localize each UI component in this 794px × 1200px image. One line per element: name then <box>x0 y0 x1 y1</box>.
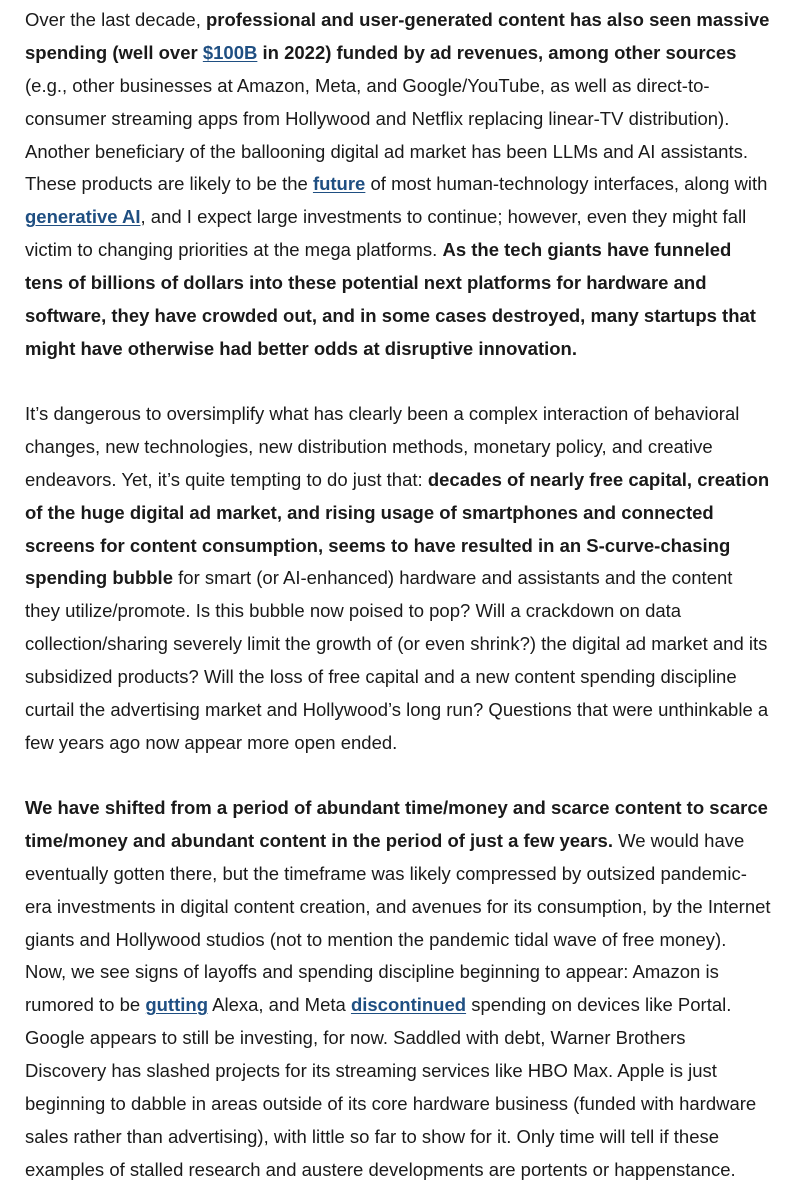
body-text: Over the last decade, <box>25 9 206 30</box>
body-text: sales rather than advertising), with little so far to show for it. Only time will tell if these <box>25 1125 720 1147</box>
text-line <box>25 398 769 431</box>
bold-text: of the huge digital ad market, and rising usage of smartphones and connected <box>25 501 714 523</box>
body-text: giants and Hollywood studios (not to mention the pandemic tidal wave of free money). <box>25 928 727 950</box>
text-line <box>25 628 769 661</box>
text-line <box>25 37 769 70</box>
text-line <box>25 530 769 563</box>
body-text: consumer streaming apps from Hollywood and Netflix replacing linear-TV distribution). <box>25 107 730 129</box>
text-line <box>25 136 769 169</box>
body-text: rumored to be <box>25 994 146 1016</box>
body-text: curtail the advertising market and Hollywood’s long run? Questions that were unthinkable a <box>25 699 769 721</box>
text-line <box>25 825 771 858</box>
text-line <box>25 956 771 989</box>
inline-link[interactable]: $100B <box>202 41 258 63</box>
body-text: eventually gotten there, but the timeframe was likely compressed by outsized pandemic- <box>25 862 747 884</box>
body-text: It’s dangerous to oversimplify what has clearly been a complex interaction of behavioral <box>25 403 740 424</box>
inline-link[interactable]: future <box>312 173 366 195</box>
body-text: Google appears to still be investing, for now. Saddled with debt, Warner Brothers <box>25 1027 686 1049</box>
text-line <box>25 989 771 1022</box>
body-text: beginning to dabble in areas outside of its core hardware business (funded with hardware <box>25 1093 757 1115</box>
text-line <box>25 694 769 727</box>
bold-text: spending (well over <box>25 41 203 63</box>
text-line <box>25 201 769 234</box>
paragraph-shifted-period <box>25 792 771 1187</box>
body-text: era investments in digital content creation, and avenues for its consumption, by the Internet <box>25 895 771 917</box>
text-line <box>25 4 769 37</box>
text-line <box>25 168 769 201</box>
text-line <box>25 103 769 136</box>
bold-text: might have otherwise had better odds at disruptive innovation. <box>25 337 577 359</box>
body-text: changes, new technologies, new distribution methods, monetary policy, and creative <box>25 435 713 457</box>
body-text: subsidized products? Will the loss of free capital and a new content spending discipline <box>25 666 737 688</box>
body-text: they utilize/promote. Is this bubble now poised to pop? Will a crackdown on data <box>25 600 682 622</box>
body-text: Another beneficiary of the ballooning digital ad market has been LLMs and AI assistants. <box>25 140 748 162</box>
bold-text: screens for content consumption, seems to have resulted in an S-curve-chasing <box>25 534 731 556</box>
text-line <box>25 1022 771 1055</box>
text-line <box>25 891 771 924</box>
text-line <box>25 727 769 760</box>
body-text: of most human-technology interfaces, along with <box>365 173 768 195</box>
body-text: victim to changing priorities at the mega platforms. <box>25 239 443 261</box>
body-text: examples of stalled research and austere developments are portents or happenstance. <box>25 1158 736 1180</box>
text-line <box>25 661 769 694</box>
body-text: Discovery has slashed projects for its streaming services like HBO Max. Apple is just <box>25 1060 717 1082</box>
text-line <box>25 333 769 366</box>
body-text: few years ago now appear more open ended. <box>25 731 398 753</box>
bold-text: software, they have crowded out, and in some cases destroyed, many startups that <box>25 305 756 327</box>
inline-link[interactable]: gutting <box>145 994 208 1016</box>
bold-text: decades of nearly free capital, creation <box>427 468 770 490</box>
body-text: endeavors. Yet, it’s quite tempting to do just that: <box>25 468 428 490</box>
text-line <box>25 924 771 957</box>
text-line <box>25 1154 771 1187</box>
bold-text: We have shifted from a period of abundant time/money and scarce content to scarce <box>25 797 768 818</box>
text-line <box>25 431 769 464</box>
text-line <box>25 1121 771 1154</box>
inline-link[interactable]: generative AI <box>25 206 141 228</box>
paragraph-spending-bubble <box>25 398 769 760</box>
text-line <box>25 464 769 497</box>
text-line <box>25 792 771 825</box>
text-line <box>25 595 769 628</box>
text-line <box>25 234 769 267</box>
text-line <box>25 70 769 103</box>
body-text: collection/sharing severely limit the growth of (or even shrink?) the digital ad market and its <box>25 633 768 655</box>
text-line <box>25 1088 771 1121</box>
bold-text: professional and user-generated content has also seen massive <box>206 9 770 30</box>
body-text: spending on devices like Portal. <box>466 994 732 1016</box>
text-line <box>25 497 769 530</box>
bold-text: in 2022) funded by ad revenues, among other sources <box>257 41 737 63</box>
body-text: We would have <box>612 829 745 851</box>
bold-text: As the tech giants have funneled <box>442 239 732 261</box>
bold-text: spending bubble <box>25 567 173 589</box>
bold-text: time/money and abundant content in the period of just a few years. <box>25 829 613 851</box>
body-text: Alexa, and Meta <box>208 994 351 1016</box>
paragraph-ad-funded-content <box>25 4 769 366</box>
text-line <box>25 267 769 300</box>
body-text: , and I expect large investments to continue; however, even they might fall <box>140 206 747 228</box>
text-line <box>25 858 771 891</box>
body-text: These products are likely to be the <box>25 173 313 195</box>
body-text: for smart (or AI-enhanced) hardware and assistants and the content <box>173 567 733 589</box>
text-line <box>25 1055 771 1088</box>
body-text: (e.g., other businesses at Amazon, Meta, and Google/YouTube, as well as direct-to- <box>25 74 710 96</box>
body-text: Now, we see signs of layoffs and spending discipline beginning to appear: Amazon is <box>25 961 719 983</box>
inline-link[interactable]: discontinued <box>350 994 467 1016</box>
bold-text: tens of billions of dollars into these potential next platforms for hardware and <box>25 272 707 294</box>
text-line <box>25 300 769 333</box>
text-line <box>25 562 769 595</box>
